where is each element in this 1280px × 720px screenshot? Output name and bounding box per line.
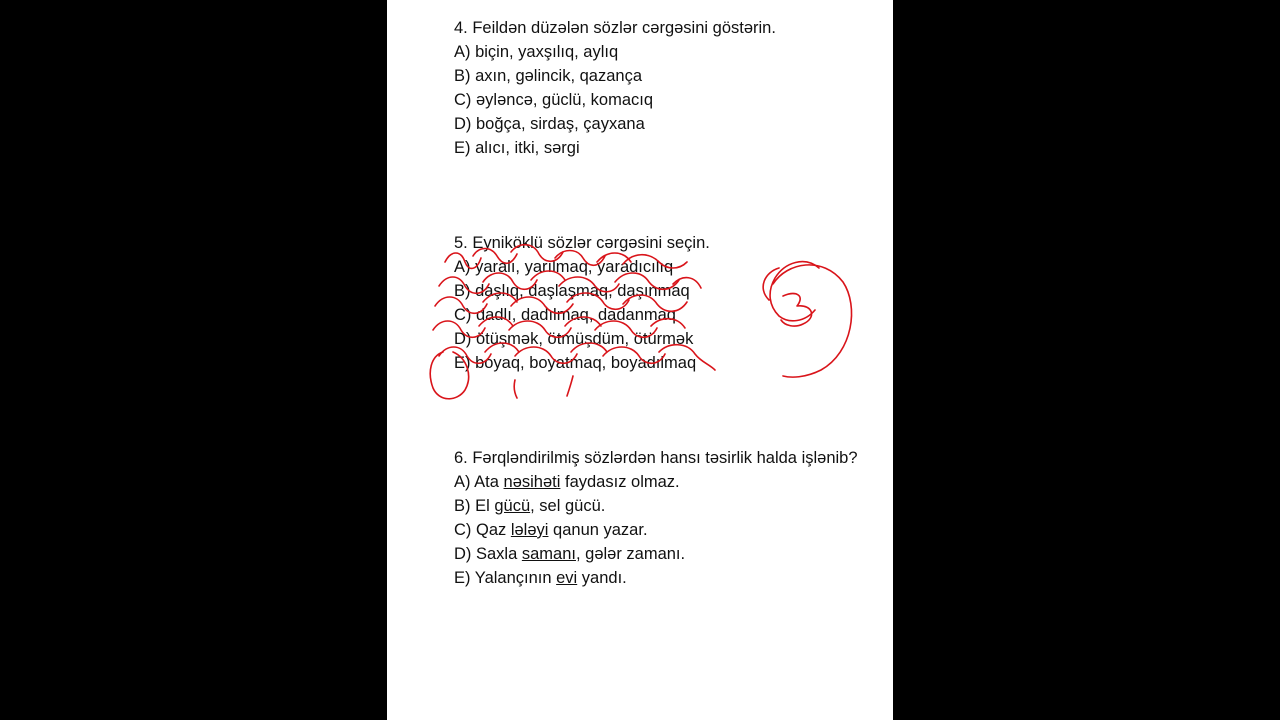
document-page <box>387 0 893 720</box>
question-6-option-b <box>454 494 858 518</box>
underlined-word: gücü <box>494 497 531 515</box>
question-4-option-e: E) alıcı, itki, sərgi <box>454 139 580 157</box>
answer-circle <box>773 265 852 377</box>
option-suffix: , gələr zamanı. <box>575 545 686 563</box>
question-6-option-e <box>454 566 858 590</box>
question-6-option-d <box>454 542 858 566</box>
question-5 <box>454 231 710 375</box>
question-4-title: 4. Feildən düzələn sözlər cərgəsini göstərin. <box>454 19 776 37</box>
question-6-title: 6. Fərqləndirilmiş sözlərdən hansı təsirlik halda işlənib? <box>454 449 858 467</box>
option-prefix: A) Ata <box>454 473 504 491</box>
option-suffix: yandı. <box>577 569 627 587</box>
underlined-word: evi <box>556 569 578 587</box>
question-5-title: 5. Eyniköklü sözlər cərgəsini seçin. <box>454 234 710 252</box>
question-5-option-b: B) daşlıq, daşlaşmaq, daşınmaq <box>454 282 690 300</box>
question-6-option-c <box>454 518 858 542</box>
question-6 <box>454 446 858 590</box>
answer-circle <box>763 262 819 321</box>
question-4-option-d: D) boğça, sirdaş, çayxana <box>454 115 645 133</box>
option-prefix: D) Saxla <box>454 545 522 563</box>
question-5-option-d: D) ötüşmək, ötmüşdüm, ötürmək <box>454 330 694 348</box>
question-5-option-c: C) dadlı, dadılmaq, dadanmaq <box>454 306 676 324</box>
option-prefix: C) Qaz <box>454 521 511 539</box>
underlined-word: samanı <box>521 545 576 563</box>
underlined-word: nəsihəti <box>503 473 561 491</box>
question-5-option-e: E) boyaq, boyatmaq, boyadılmaq <box>454 354 697 372</box>
underlined-word: lələyi <box>510 521 549 539</box>
question-4-option-b: B) axın, gəlincik, qazança <box>454 67 643 85</box>
question-4-option-a: A) biçin, yaxşılıq, aylıq <box>454 43 619 61</box>
option-suffix: qanun yazar. <box>548 521 648 539</box>
scribble-mark <box>514 380 517 398</box>
question-4 <box>454 16 776 160</box>
scribble-mark <box>567 376 573 396</box>
option-prefix: E) Yalançının <box>454 569 557 587</box>
option-suffix: , sel gücü. <box>530 497 606 515</box>
option-suffix: faydasız olmaz. <box>560 473 680 491</box>
question-6-option-a <box>454 470 858 494</box>
option-prefix: B) El <box>454 497 495 515</box>
question-4-option-c: C) əyləncə, güclü, komacıq <box>454 91 654 109</box>
question-5-option-a: A) yaralı, yarılmaq, yaradıcılıq <box>454 258 674 276</box>
answer-e-mark <box>781 294 812 326</box>
